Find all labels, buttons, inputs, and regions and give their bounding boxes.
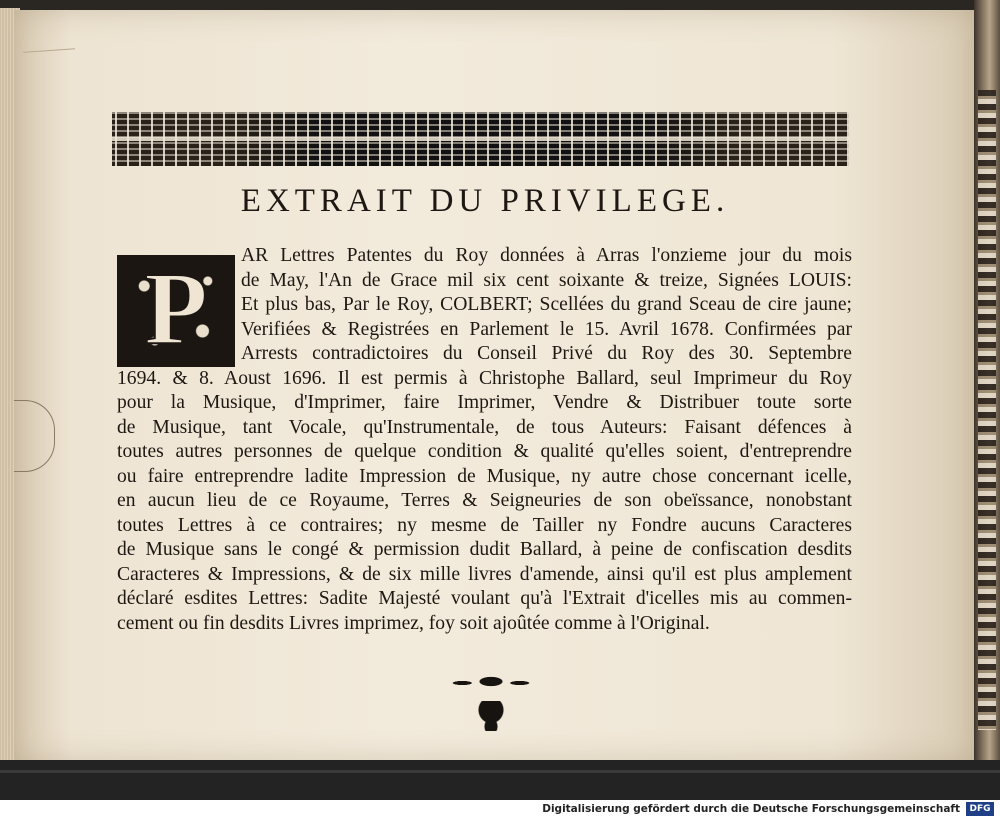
tailpiece-lower: [471, 701, 511, 731]
text-line: 1694. & 8. Aoust 1696. Il est permis à Christophe Ballard, seul Imprimeur du Roy: [117, 367, 852, 389]
initial-letter: P: [144, 251, 208, 366]
text-line: en aucun lieu de ce Royaume, Terres & Seigneuries de son obeïssance, nonobstant: [117, 490, 852, 511]
right-page-edges: [978, 90, 996, 730]
text-line: cement ou fin desdits Livres imprimez, foy soit ajoûtée comme à l'Original.: [117, 612, 710, 634]
scan-tone-line: [0, 770, 1000, 773]
tailpiece-upper: [450, 668, 532, 698]
text-line: de Musique sans le congé & permission dudit Ballard, à peine de confiscation desdits: [117, 539, 852, 560]
text-line: Arrests contradictoires du Conseil Privé du Roy des 30. Septembre: [241, 343, 852, 364]
page-title: EXTRAIT DU PRIVILEGE.: [240, 183, 730, 219]
page-fold-tab: [14, 400, 55, 472]
page-corner-fold: [23, 48, 77, 79]
text-line: toutes Lettres à ce contraires; ny mesme de Tailler ny Fondre aucuns Caracteres: [117, 514, 852, 536]
text-line: Et plus bas, Par le Roy, COLBERT; Scellées du grand Sceau de cire jaune;: [241, 294, 852, 315]
text-line: déclaré esdites Lettres: Sadite Majesté voulant qu'à l'Extrait d'icelles mis au commen-: [117, 588, 852, 609]
headpiece-band: [112, 137, 849, 141]
ornamental-tailpiece: [450, 668, 532, 732]
privilege-text: [117, 244, 852, 636]
ornamental-headpiece: [112, 112, 849, 166]
text-line: toutes autres personnes de quelque condition & qualité qu'elles soient, d'entreprendre: [117, 441, 852, 462]
text-line: ou faire entreprendre ladite Impression de Musique, ny autre chose concernant icelle,: [117, 465, 852, 487]
text-line: Caracteres & Impressions, & de six mille livres d'amende, ainsi qu'il est plus amplement: [117, 563, 852, 585]
text-line: de May, l'An de Grace mil six cent soixante & treize, Signées LOUIS:: [241, 269, 852, 291]
dfg-logo: DFG: [966, 802, 994, 816]
text-line: AR Lettres Patentes du Roy données à Arras l'onzieme jour du mois: [241, 245, 852, 266]
scan-bottom-margin: [0, 760, 1000, 800]
text-line: de Musique, tant Vocale, qu'Instrumentale, de tous Auteurs: Faisant défences à: [117, 416, 852, 438]
right-page-stack: [974, 0, 1000, 800]
digitization-footer: [0, 800, 1000, 819]
footer-credit: Digitalisierung gefördert durch die Deutsche Forschungsgemeinschaft: [542, 803, 960, 815]
text-line: Verifiées & Registrées en Parlement le 15. Avril 1678. Confirmées par: [241, 318, 852, 340]
text-line: pour la Musique, d'Imprimer, faire Imprimer, Vendre & Distribuer toute sorte: [117, 392, 852, 413]
